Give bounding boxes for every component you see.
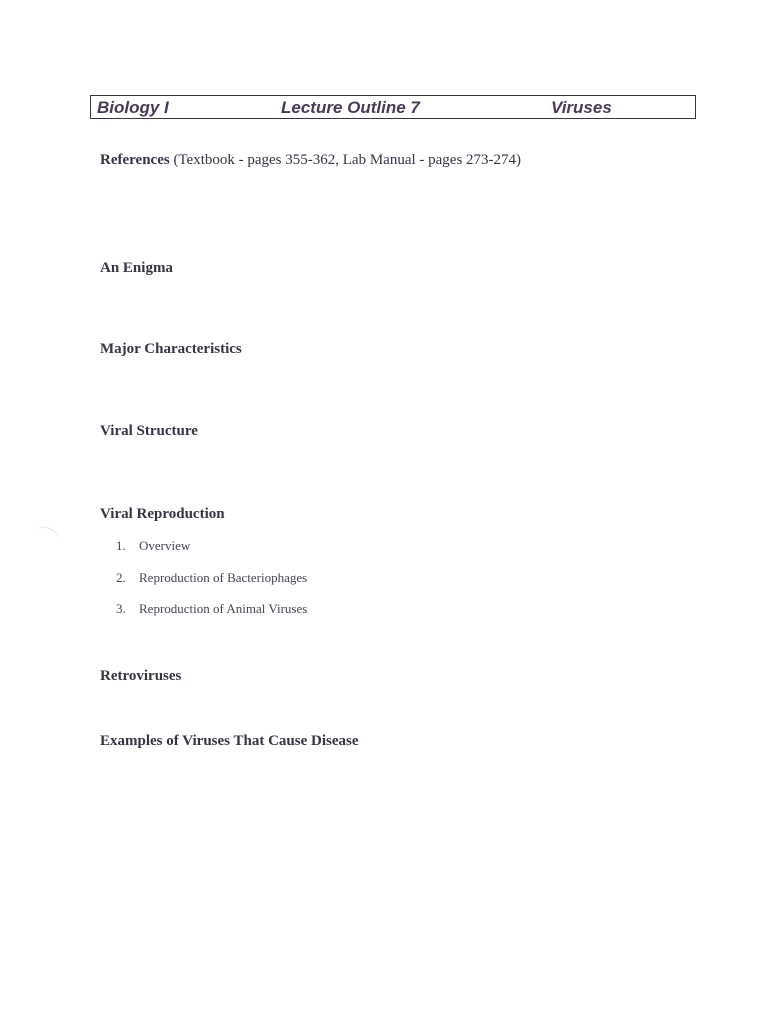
- topic-title: Viruses: [551, 98, 612, 117]
- heading-major-characteristics: Major Characteristics: [100, 341, 242, 357]
- heading-viral-reproduction: Viral Reproduction: [100, 506, 225, 522]
- list-item-text: Reproduction of Animal Viruses: [139, 601, 308, 616]
- lecture-title: Lecture Outline 7: [281, 98, 420, 117]
- scan-smudge: [34, 523, 62, 548]
- list-item-number: 1.: [116, 538, 126, 553]
- references-line: [100, 150, 521, 170]
- course-title: Biology I: [97, 98, 169, 117]
- list-item-number: 3.: [116, 601, 126, 616]
- heading-enigma: An Enigma: [100, 260, 173, 276]
- list-item: [116, 569, 307, 587]
- list-item-text: Overview: [139, 538, 191, 553]
- header-box: [90, 95, 696, 119]
- list-item-number: 2.: [116, 570, 126, 585]
- list-item: [116, 537, 190, 555]
- heading-disease-examples: Examples of Viruses That Cause Disease: [100, 733, 359, 749]
- heading-viral-structure: Viral Structure: [100, 423, 198, 439]
- references-label: References: [100, 152, 170, 168]
- references-text: (Textbook - pages 355-362, Lab Manual - pages 273-274): [169, 152, 522, 168]
- list-item: [116, 600, 307, 618]
- heading-retroviruses: Retroviruses: [100, 668, 182, 684]
- list-item-text: Reproduction of Bacteriophages: [139, 570, 308, 585]
